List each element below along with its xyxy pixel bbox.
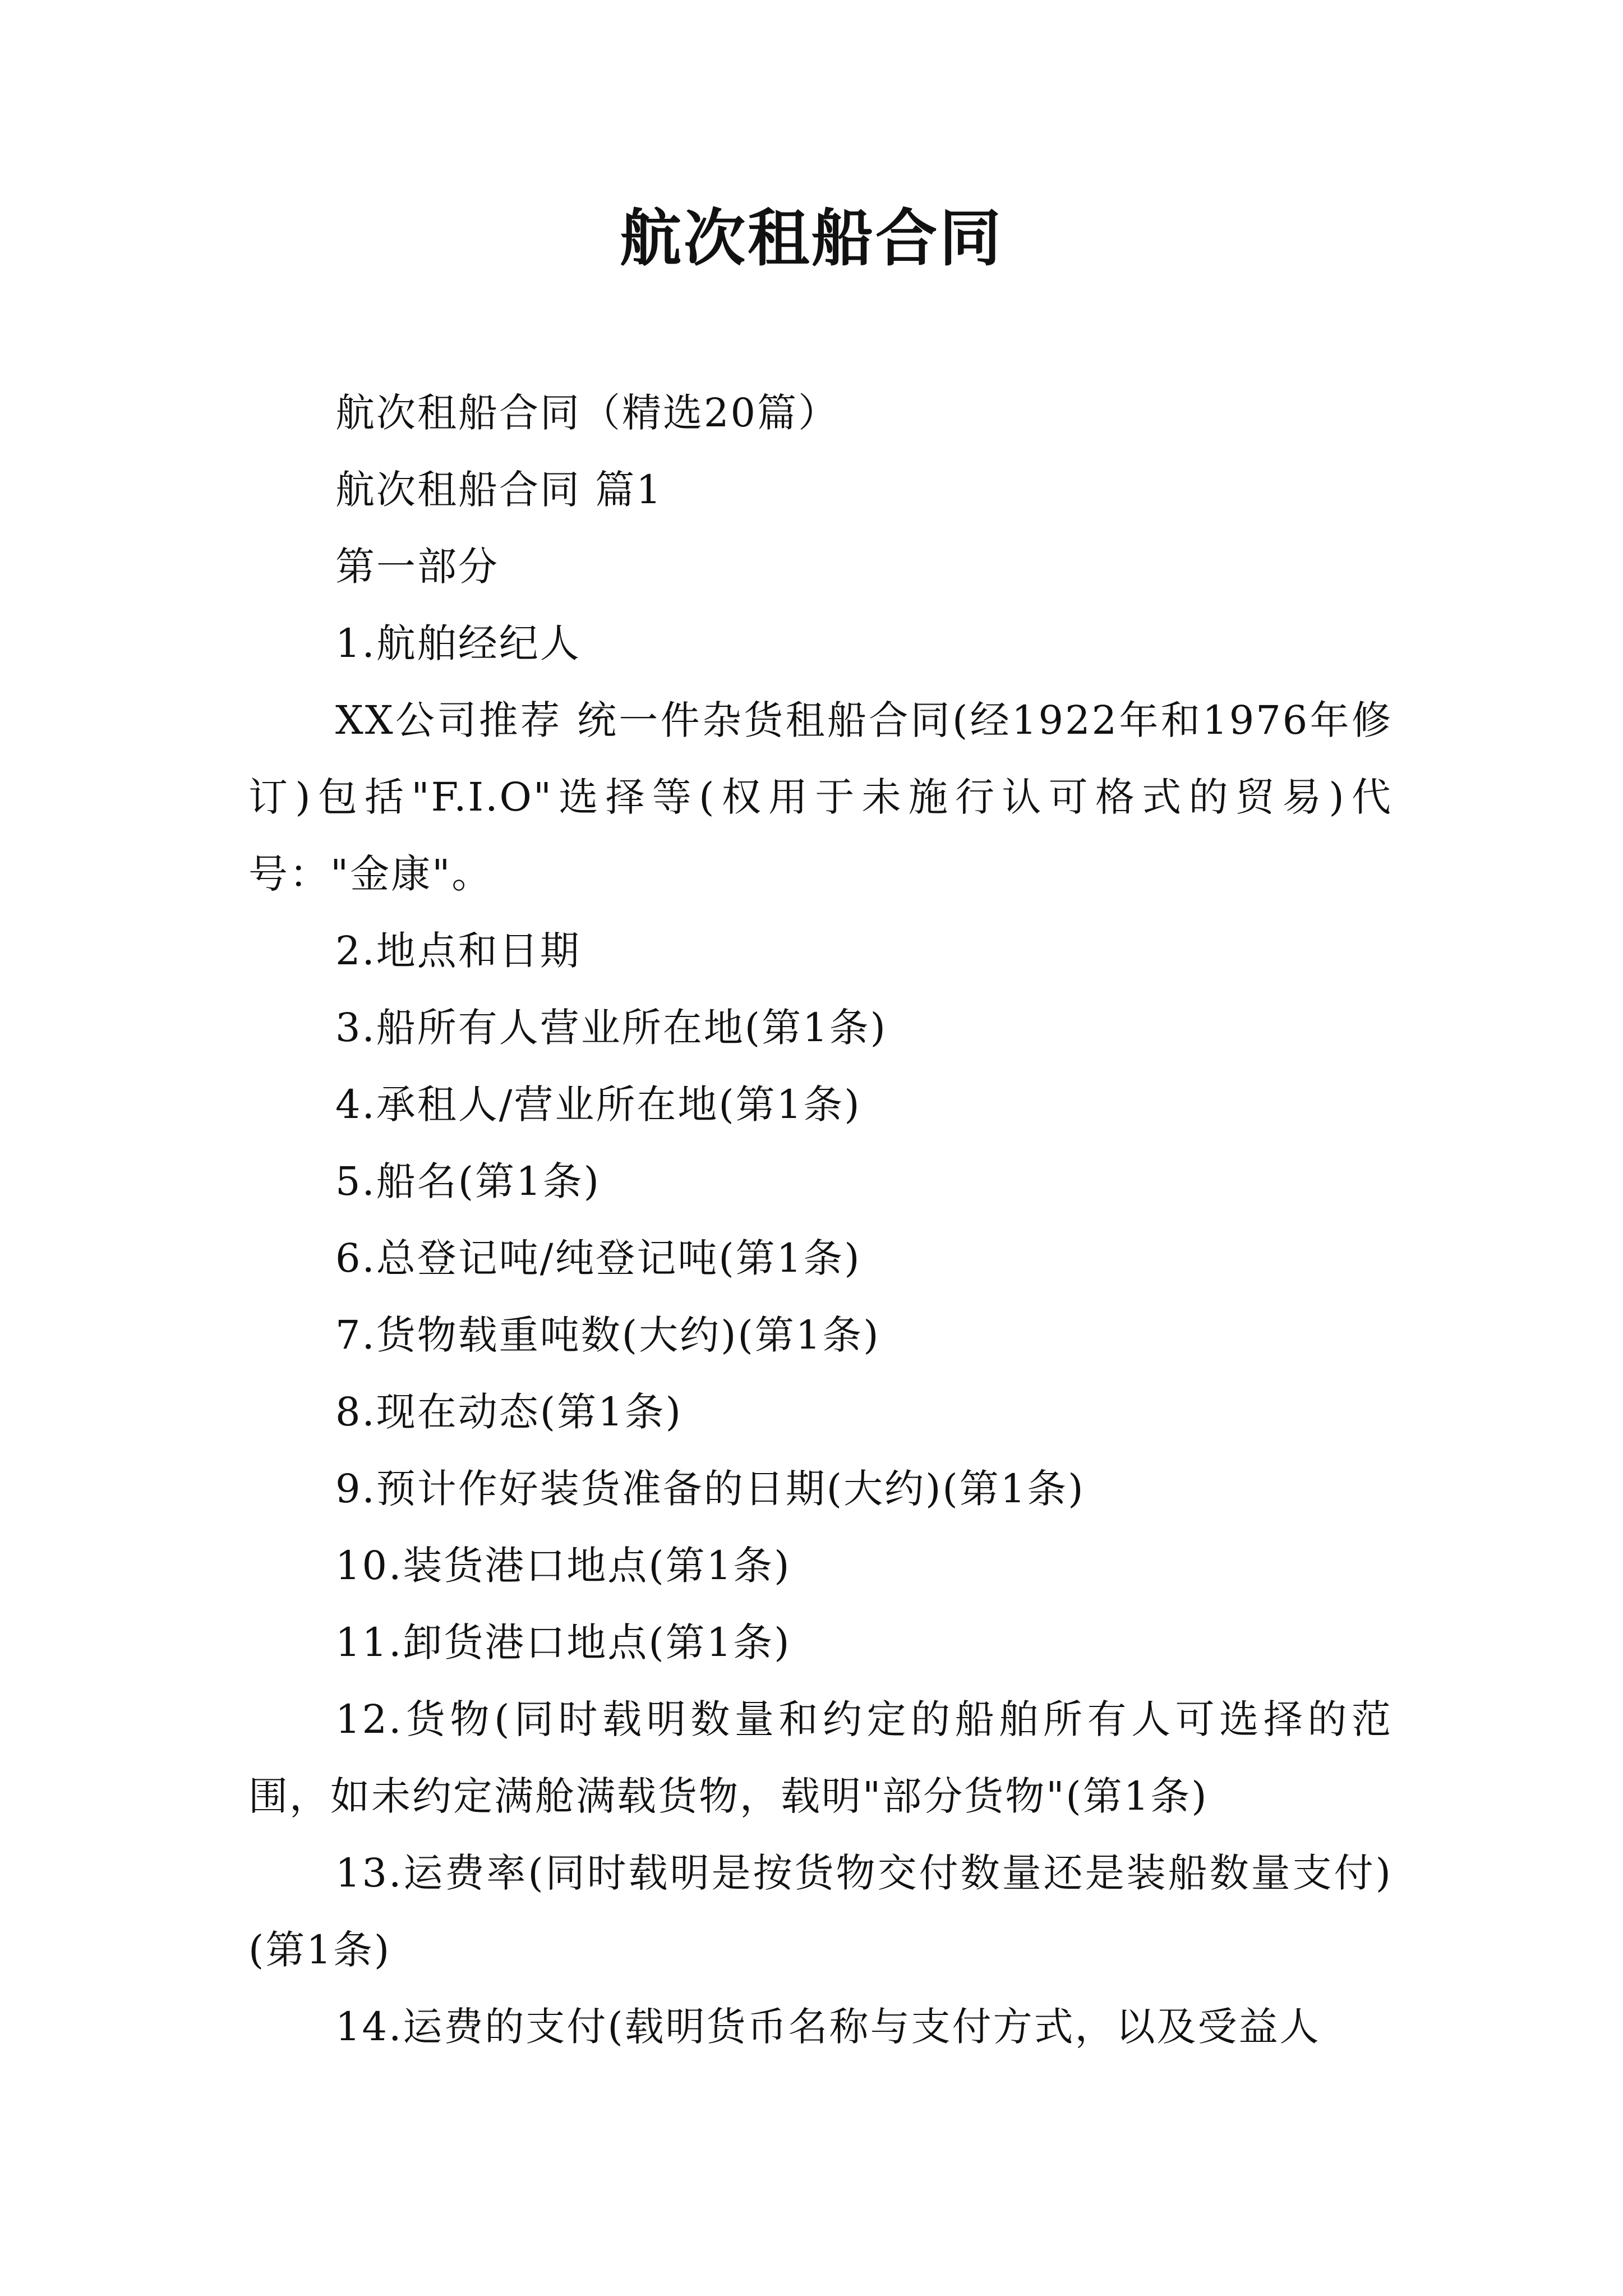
paragraph-item-3: 3.船所有人营业所在地(第1条) — [335, 1005, 887, 1051]
paragraph-subtitle: 航次租船合同（精选20篇） — [335, 390, 840, 436]
paragraph-item-13: 13.运费率(同时载明是按货物交付数量还是装船数量支付)(第1条) — [248, 1850, 1393, 1973]
paragraph-item-8: 8.现在动态(第1条) — [335, 1389, 683, 1435]
paragraph-item-11: 11.卸货港口地点(第1条) — [335, 1619, 791, 1665]
paragraph-part-heading: 第一部分 — [335, 544, 499, 590]
paragraph-item-2: 2.地点和日期 — [335, 928, 581, 974]
paragraph-item-10: 10.装货港口地点(第1条) — [335, 1543, 791, 1589]
paragraph-item-12: 12.货物(同时载明数量和约定的船舶所有人可选择的范围，如未约定满舱满载货物，载明"部分货物"(第1条) — [248, 1696, 1393, 1819]
paragraph-item-5: 5.船名(第1条) — [335, 1158, 601, 1204]
paragraph-section-heading: 航次租船合同 篇1 — [335, 467, 663, 513]
document-title: 航次租船合同 — [620, 202, 1003, 274]
paragraph-item-4: 4.承租人/营业所在地(第1条) — [335, 1082, 861, 1128]
paragraph-item-14: 14.运费的支付(载明货币名称与支付方式，以及受益人 — [335, 2004, 1321, 2050]
paragraph-item-6: 6.总登记吨/纯登记吨(第1条) — [335, 1235, 861, 1281]
paragraph-item-9: 9.预计作好装货准备的日期(大约)(第1条) — [335, 1466, 1085, 1512]
paragraph-item-1-body: XX公司推荐 统一件杂货租船合同(经1922年和1976年修订)包括"F.I.O"选择等(权用于未施行认可格式的贸易)代号："金康"。 — [248, 697, 1393, 897]
paragraph-item-1: 1.航舶经纪人 — [335, 620, 581, 666]
document-body — [248, 375, 1393, 2065]
paragraph-item-7: 7.货物载重吨数(大约)(第1条) — [335, 1312, 880, 1358]
